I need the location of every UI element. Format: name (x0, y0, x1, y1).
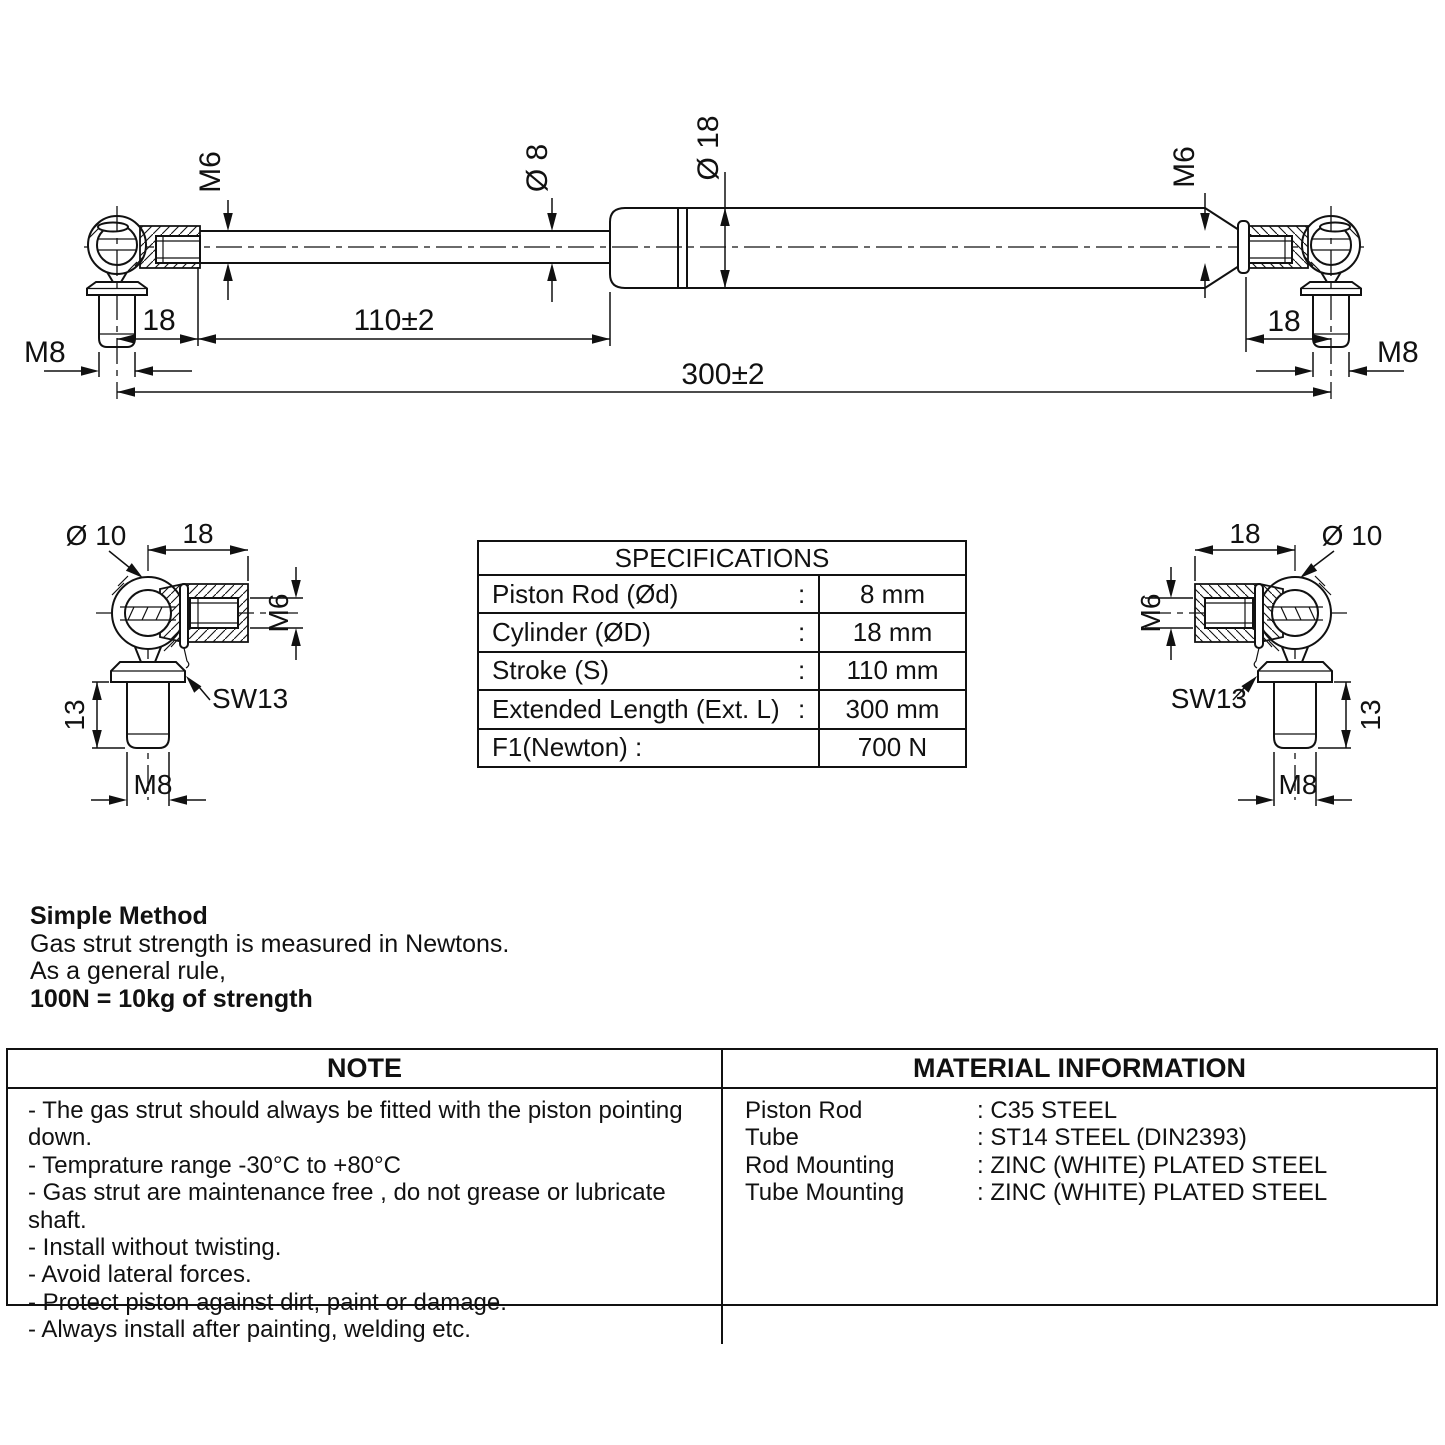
spec-label: Cylinder (ØD) (492, 617, 651, 648)
dim-end-left-label: 18 (142, 304, 176, 337)
note-item: - Install without twisting. (28, 1234, 282, 1262)
spec-row-piston-rod (479, 574, 965, 612)
material-row (745, 1124, 1436, 1151)
detail-left-thread-label: M6 (263, 593, 294, 633)
simple-method-heading: Simple Method (30, 902, 208, 930)
detail-left-width-label: 18 (182, 518, 214, 549)
dim-cylinder-diameter-label: Ø 18 (692, 115, 725, 181)
material-value: : ZINC (WHITE) PLATED STEEL (977, 1151, 1328, 1179)
spec-colon: : (798, 578, 806, 609)
main-dimensions (24, 115, 1419, 396)
detail-right-wrench-label: SW13 (1170, 683, 1247, 714)
note-item: - Always install after painting, welding etc. (28, 1316, 471, 1344)
spec-row-extended-length (479, 689, 965, 727)
spec-colon: : (798, 617, 806, 648)
strut-side-view (24, 115, 1419, 399)
material-row (745, 1097, 1436, 1124)
note-header: NOTE (8, 1050, 723, 1089)
spec-row-cylinder (479, 612, 965, 650)
spec-value: 8 mm (818, 576, 965, 612)
note-material-table (6, 1048, 1438, 1344)
note-list (8, 1089, 723, 1344)
detail-right-thread-label: M6 (1135, 593, 1166, 633)
spec-value: 700 N (818, 730, 965, 766)
material-label: Tube Mounting (745, 1179, 905, 1207)
rod-washer (1238, 221, 1249, 273)
spec-value: 300 mm (818, 691, 965, 727)
specifications-table (477, 540, 967, 768)
material-list (723, 1089, 1436, 1344)
simple-method-block (30, 903, 509, 1013)
dim-m6-left-label: M6 (194, 151, 227, 193)
spec-colon: : (798, 693, 806, 724)
spec-value: 110 mm (818, 653, 965, 689)
detail-left-stud-thread-label: M8 (133, 769, 173, 800)
dim-stroke-label: 110±2 (353, 304, 435, 337)
detail-right-stud-length-label: 13 (1355, 699, 1386, 731)
material-label: Piston Rod (745, 1097, 863, 1124)
material-label: Tube (745, 1124, 799, 1152)
ball-joint-detail-left (59, 518, 303, 806)
detail-right-ball-dia-label: Ø 10 (1321, 520, 1383, 551)
material-value: : ZINC (WHITE) PLATED STEEL (977, 1179, 1328, 1207)
material-value: : C35 STEEL (977, 1097, 1118, 1124)
spec-label: Extended Length (Ext. L) (492, 693, 780, 724)
spec-value: 18 mm (818, 614, 965, 650)
note-item: - Avoid lateral forces. (28, 1261, 252, 1289)
material-row (745, 1152, 1436, 1179)
note-item: - Protect piston against dirt, paint or damage. (28, 1288, 507, 1316)
material-header: MATERIAL INFORMATION (723, 1050, 1436, 1089)
spec-colon: : (798, 655, 806, 686)
detail-left-ball-dia-label: Ø 10 (65, 520, 127, 551)
dim-m6-right-label: M6 (1168, 146, 1201, 188)
specifications-title: SPECIFICATIONS (614, 542, 830, 573)
dim-end-right-label: 18 (1267, 305, 1301, 338)
spec-label: Stroke (S) (492, 655, 610, 686)
detail-right-stud-thread-label: M8 (1278, 769, 1318, 800)
spec-row-force (479, 728, 965, 766)
spec-label: F1(Newton) : (492, 732, 643, 763)
material-label: Rod Mounting (745, 1151, 895, 1179)
ball-joint-detail-right (1135, 518, 1386, 806)
material-value: : ST14 STEEL (DIN2393) (977, 1124, 1247, 1152)
note-item: - Temprature range -30°C to +80°C (28, 1151, 401, 1179)
spec-label: Piston Rod (Ød) (492, 578, 679, 609)
note-item: - The gas strut should always be fitted with the piston pointing down. (28, 1097, 683, 1152)
detail-left-stud-length-label: 13 (59, 699, 90, 731)
dim-overall-label: 300±2 (681, 358, 765, 391)
dim-m8-left-label: M8 (24, 336, 66, 369)
spec-row-stroke (479, 651, 965, 689)
detail-right-width-label: 18 (1229, 518, 1261, 549)
simple-method-line2: As a general rule, (30, 957, 226, 986)
simple-method-line1: Gas strut strength is measured in Newtons. (30, 929, 510, 958)
dim-m8-right-label: M8 (1377, 336, 1419, 369)
cylinder-tube (610, 208, 1247, 288)
note-item: - Gas strut are maintenance free , do not grease or lubricate shaft. (28, 1179, 666, 1234)
dim-rod-diameter-label: Ø 8 (521, 143, 554, 193)
material-row (745, 1179, 1436, 1206)
simple-method-line3: 100N = 10kg of strength (30, 984, 313, 1013)
detail-left-wrench-label: SW13 (212, 683, 289, 714)
